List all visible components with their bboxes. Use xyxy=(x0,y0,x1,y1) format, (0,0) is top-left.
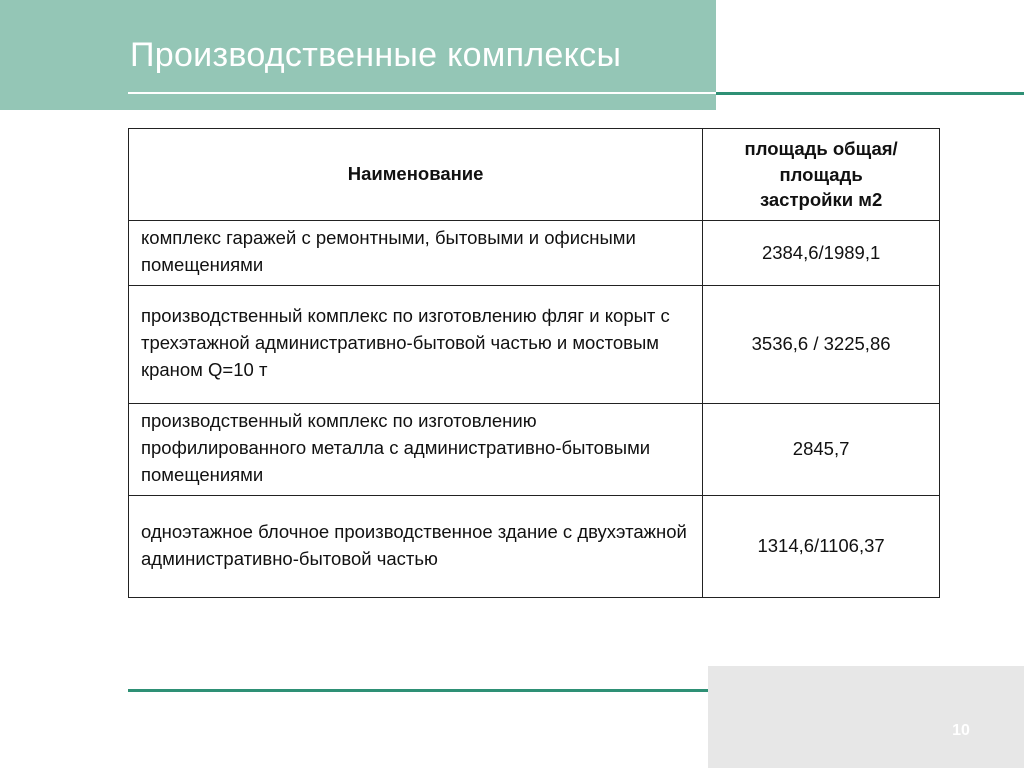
row-name: комплекс гаражей с ремонтными, бытовыми и офисными помещениями xyxy=(129,221,703,286)
header-name: Наименование xyxy=(129,129,703,221)
table-row xyxy=(129,221,940,286)
row-area: 2384,6/1989,1 xyxy=(703,221,940,286)
row-name: производственный комплекс по изготовлению профилированного металла с административно-бытовыми помещениями xyxy=(129,404,703,496)
table-row xyxy=(129,496,940,598)
row-name: производственный комплекс по изготовлению фляг и корыт с трехэтажной административно-бытовой частью и мостовым краном Q=10 т xyxy=(129,286,703,404)
title-underline xyxy=(128,92,716,94)
title-rule-right xyxy=(716,92,1024,95)
page-number: 10 xyxy=(952,722,970,739)
bottom-rule xyxy=(128,689,708,692)
row-name: одноэтажное блочное производственное здание с двухэтажной административно-бытовой частью xyxy=(129,496,703,598)
header-area-line1: площадь общая/ xyxy=(744,137,898,159)
table-header-row xyxy=(129,129,940,221)
header-area-line2: площадь xyxy=(779,163,863,185)
header-area xyxy=(703,129,940,221)
slide-title: Производственные комплексы xyxy=(130,36,622,74)
row-area: 1314,6/1106,37 xyxy=(703,496,940,598)
title-band xyxy=(0,0,716,110)
table-row xyxy=(129,404,940,496)
header-area-line3: застройки м2 xyxy=(759,189,883,211)
page-number-box xyxy=(708,666,1024,768)
table-row xyxy=(129,286,940,404)
row-area: 2845,7 xyxy=(703,404,940,496)
production-complexes-table xyxy=(128,128,940,598)
row-area: 3536,6 / 3225,86 xyxy=(703,286,940,404)
